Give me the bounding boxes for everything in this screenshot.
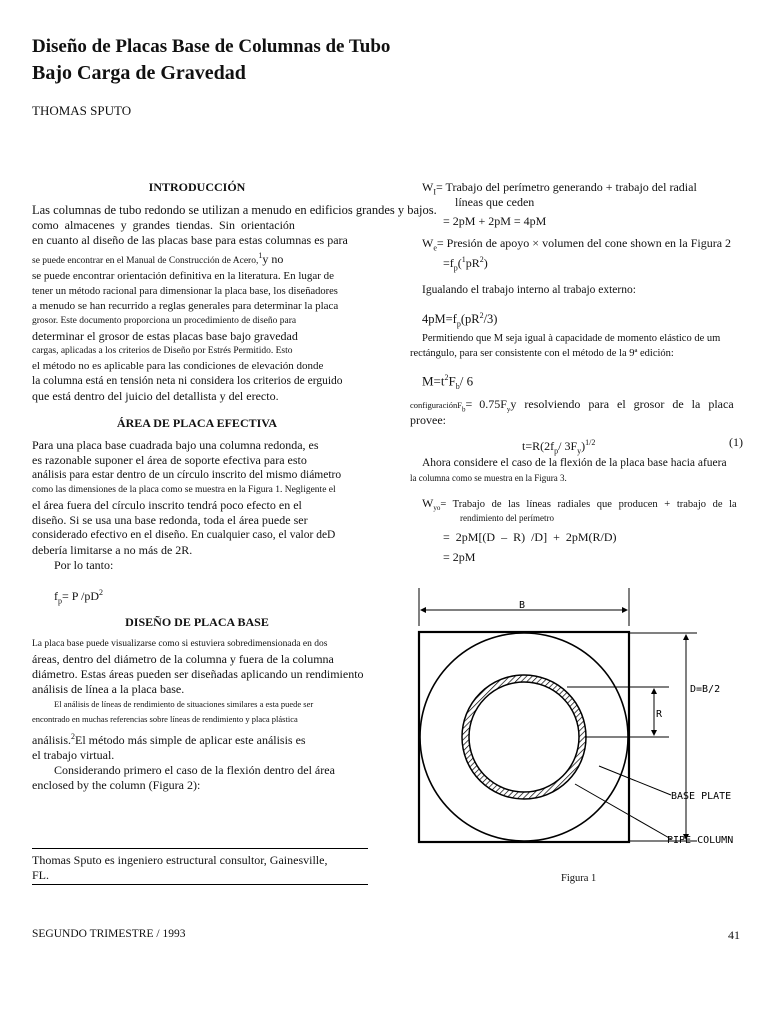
intro-line: tener un método racional para dimensionar la placa base, los diseñadores: [32, 286, 338, 297]
wi-text: = Trabajo del perímetro generando + trabajo del radial: [436, 180, 697, 194]
intro-line: la columna está en tensión neta ni considera los criterios de erguido: [32, 375, 343, 387]
base-section: [32, 637, 362, 793]
area-line: como las dimensiones de la placa como se muestra en la Figura 1. Negligente el: [32, 485, 336, 495]
base-line: La placa base puede visualizarse como si estuviera sobredimensionada en dos: [32, 639, 328, 649]
m-part: F: [448, 373, 456, 389]
intro-line: grosor. Este documento proporciona un procedimiento de diseño para: [32, 316, 297, 326]
intro-line: como almacenes y grandes tiendas. Sin orientación: [32, 218, 295, 232]
eq-sup: 2: [99, 588, 103, 597]
wyo-line-2: rendimiento del perímetro: [460, 513, 554, 523]
igualando-text: Igualando el trabajo interno al trabajo externo:: [422, 284, 636, 296]
eq2-sup: 2: [479, 311, 484, 320]
eq-sub: p: [58, 596, 62, 606]
wyo-text: = Trabajo de las líneas radiales que producen + trabajo de la: [440, 499, 737, 510]
intro-line: en cuanto al diseño de las placas base para estas columnas es para: [32, 233, 348, 247]
area-line: considerado efectivo en el diseño. En cualquier caso, el valor deD: [32, 529, 336, 541]
area-line: debería limitarse a no más de 2R.: [32, 543, 193, 557]
wi-equation: = 2pM + 2pM = 4pM: [443, 214, 547, 228]
wyo-label: W: [422, 496, 434, 510]
conf-sub: y: [506, 405, 511, 414]
we-eq-sup: 1: [461, 255, 466, 264]
we-text: = Presión de apoyo × volumen del cone shown en la Figura 2: [436, 236, 732, 250]
area-heading: ÁREA DE PLACA EFECTIVA: [116, 416, 278, 430]
t-sub: p: [554, 446, 559, 456]
base-line-text: análisis.: [32, 733, 71, 747]
intro-line-tail: y no: [262, 252, 284, 266]
t-sub: y: [577, 446, 582, 456]
conf-sub: b: [461, 405, 466, 414]
we-sub: e: [433, 243, 437, 253]
footnote-ref: 1: [258, 251, 263, 260]
permit-line: rectángulo, para ser consistente con el método de la 9ª edición:: [410, 348, 674, 359]
area-line: análisis para estar dentro de un círculo inscrito del mismo diámetro: [32, 469, 342, 481]
base-line: diámetro. Estas áreas pueden ser diseñadas aplicando un rendimiento: [32, 667, 364, 681]
base-line: Considerando primero el caso de la flexión dentro del área: [54, 763, 335, 777]
wyo-sub: yo: [433, 504, 441, 513]
wi-line-2: líneas que ceden: [455, 195, 535, 209]
area-line: Para una placa base cuadrada bajo una columna redonda, es: [32, 438, 319, 452]
we-eq-part: (: [457, 256, 462, 270]
m-part: M=t: [422, 373, 445, 389]
base-line: enclosed by the column (Figura 2):: [32, 778, 201, 792]
area-section: [32, 438, 362, 573]
base-line: el trabajo virtual.: [32, 748, 115, 762]
wyo-equation-2: = 2pM: [443, 550, 476, 564]
label-pipe-column: PIPE COLUMN: [667, 835, 734, 846]
base-line: [32, 729, 362, 748]
t-part: / 3F: [558, 439, 578, 453]
equation-t: [522, 435, 595, 458]
t-sup: 1/2: [585, 438, 596, 447]
base-line: encontrado en muchas referencias sobre líneas de rendimiento y placa plástica: [32, 714, 298, 724]
conf-part: y resolviendo para el grosor de la placa: [510, 397, 734, 411]
equation-fp: [54, 585, 103, 608]
footnote-ref: 2: [71, 732, 75, 741]
pipe-column-inner: [469, 682, 579, 792]
footnote-rule-bottom: [32, 884, 368, 885]
intro-line: [32, 248, 472, 269]
t-part: t=R(2f: [522, 439, 555, 453]
eq2-sub: p: [456, 319, 461, 329]
we-eq-part: ): [483, 256, 488, 270]
intro-section: [32, 203, 472, 404]
base-line-tail: El método más simple de aplicar este análisis es: [75, 733, 306, 747]
we-eq-sub: p: [453, 263, 458, 273]
footnote-line: Thomas Sputo es ingeniero estructural consultor, Gainesville,: [32, 853, 328, 867]
intro-line: que está dentro del juicio del detallista y del erecto.: [32, 389, 279, 403]
eq2-part: /3): [483, 312, 498, 327]
wyo-equation-1: = 2pM[(D – R) /D] + 2pM(R/D): [443, 530, 617, 544]
author: THOMAS SPUTO: [32, 103, 132, 118]
eq-mid: = P /pD: [62, 589, 99, 603]
equation-4pm: [422, 308, 497, 332]
intro-line: el método no es aplicable para las condiciones de elevación donde: [32, 360, 324, 372]
leader-base-plate: [599, 766, 671, 795]
intro-line: determinar el grosor de estas placas base bajo gravedad: [32, 329, 298, 343]
m-sup: 2: [444, 373, 449, 382]
label-d: D=B/2: [690, 684, 721, 695]
label-r: R: [656, 709, 663, 720]
we-eq-part: =f: [443, 256, 454, 270]
title-line-2: Bajo Carga de Gravedad: [32, 62, 246, 84]
intro-line: se puede encontrar orientación definitiva en la literatura. En lugar de: [32, 270, 335, 282]
intro-line-text: se puede encontrar en el Manual de Construcción de Acero,: [32, 256, 259, 266]
we-equation: [443, 252, 488, 275]
base-line: análisis de línea a la placa base.: [32, 682, 185, 696]
base-line: áreas, dentro del diámetro de la columna y fuera de la columna: [32, 652, 334, 666]
m-sub: b: [455, 381, 460, 391]
equation-m: [422, 370, 473, 394]
eq-lhs: f: [54, 589, 58, 603]
wi-sub: I: [433, 187, 436, 197]
area-line: es razonable suponer el área de soporte efectiva para esto: [32, 453, 307, 467]
intro-heading: INTRODUCCIÓN: [148, 180, 246, 194]
m-part: / 6: [459, 373, 474, 389]
title-line-1: Diseño de Placas Base de Columnas de Tubo: [32, 36, 391, 57]
ahora-line: la columna como se muestra en la Figura 3.: [410, 473, 567, 483]
figure-caption: Figura 1: [561, 873, 597, 884]
footnote-line: FL.: [32, 868, 50, 882]
area-line: diseño. Si se usa una base redonda, toda el área puede ser: [32, 513, 308, 527]
intro-line: cargas, aplicadas a los criterios de Diseño por Estrés Permitido. Esto: [32, 346, 293, 356]
area-line: Por lo tanto:: [54, 558, 114, 572]
leader-pipe-column: [575, 784, 671, 839]
page-number: 41: [728, 928, 740, 942]
conf-part: configuraciónF: [410, 400, 462, 410]
footer-issue: SEGUNDO TRIMESTRE / 1993: [32, 928, 186, 940]
wi-label: W: [422, 180, 434, 194]
provee-text: provee:: [410, 413, 446, 427]
permit-line: Permitiendo que M seja igual à capacidade de momento elástico de um: [422, 333, 721, 344]
footnote-rule-top: [32, 848, 368, 849]
we-eq-sup: 2: [479, 255, 484, 264]
intro-line: Las columnas de tubo redondo se utilizan a menudo en edificios grandes y bajos.: [32, 203, 437, 217]
label-base-plate: BASE PLATE: [671, 791, 732, 802]
we-label: W: [422, 236, 434, 250]
label-b: B: [519, 600, 526, 611]
conf-line: [410, 397, 734, 417]
eq2-part: (pR: [460, 312, 480, 327]
base-line: El análisis de líneas de rendimiento de situaciones similares a esta puede ser: [54, 699, 314, 709]
figure-1-diagram: [405, 588, 750, 850]
intro-line: a menudo se han recurrido a reglas generales para determinar la placa: [32, 300, 339, 312]
conf-part: = 0.75F: [465, 397, 507, 411]
t-part: ): [581, 439, 586, 453]
area-line: el área fuera del círculo inscrito tendrá poco efecto en el: [32, 498, 302, 512]
eq2-part: 4pM=f: [422, 312, 457, 327]
ahora-line: Ahora considere el caso de la flexión de la placa base hacia afuera: [422, 457, 727, 469]
base-heading: DISEÑO DE PLACA BASE: [125, 615, 269, 629]
we-eq-part: pR: [465, 256, 480, 270]
equation-number: (1): [729, 435, 743, 449]
